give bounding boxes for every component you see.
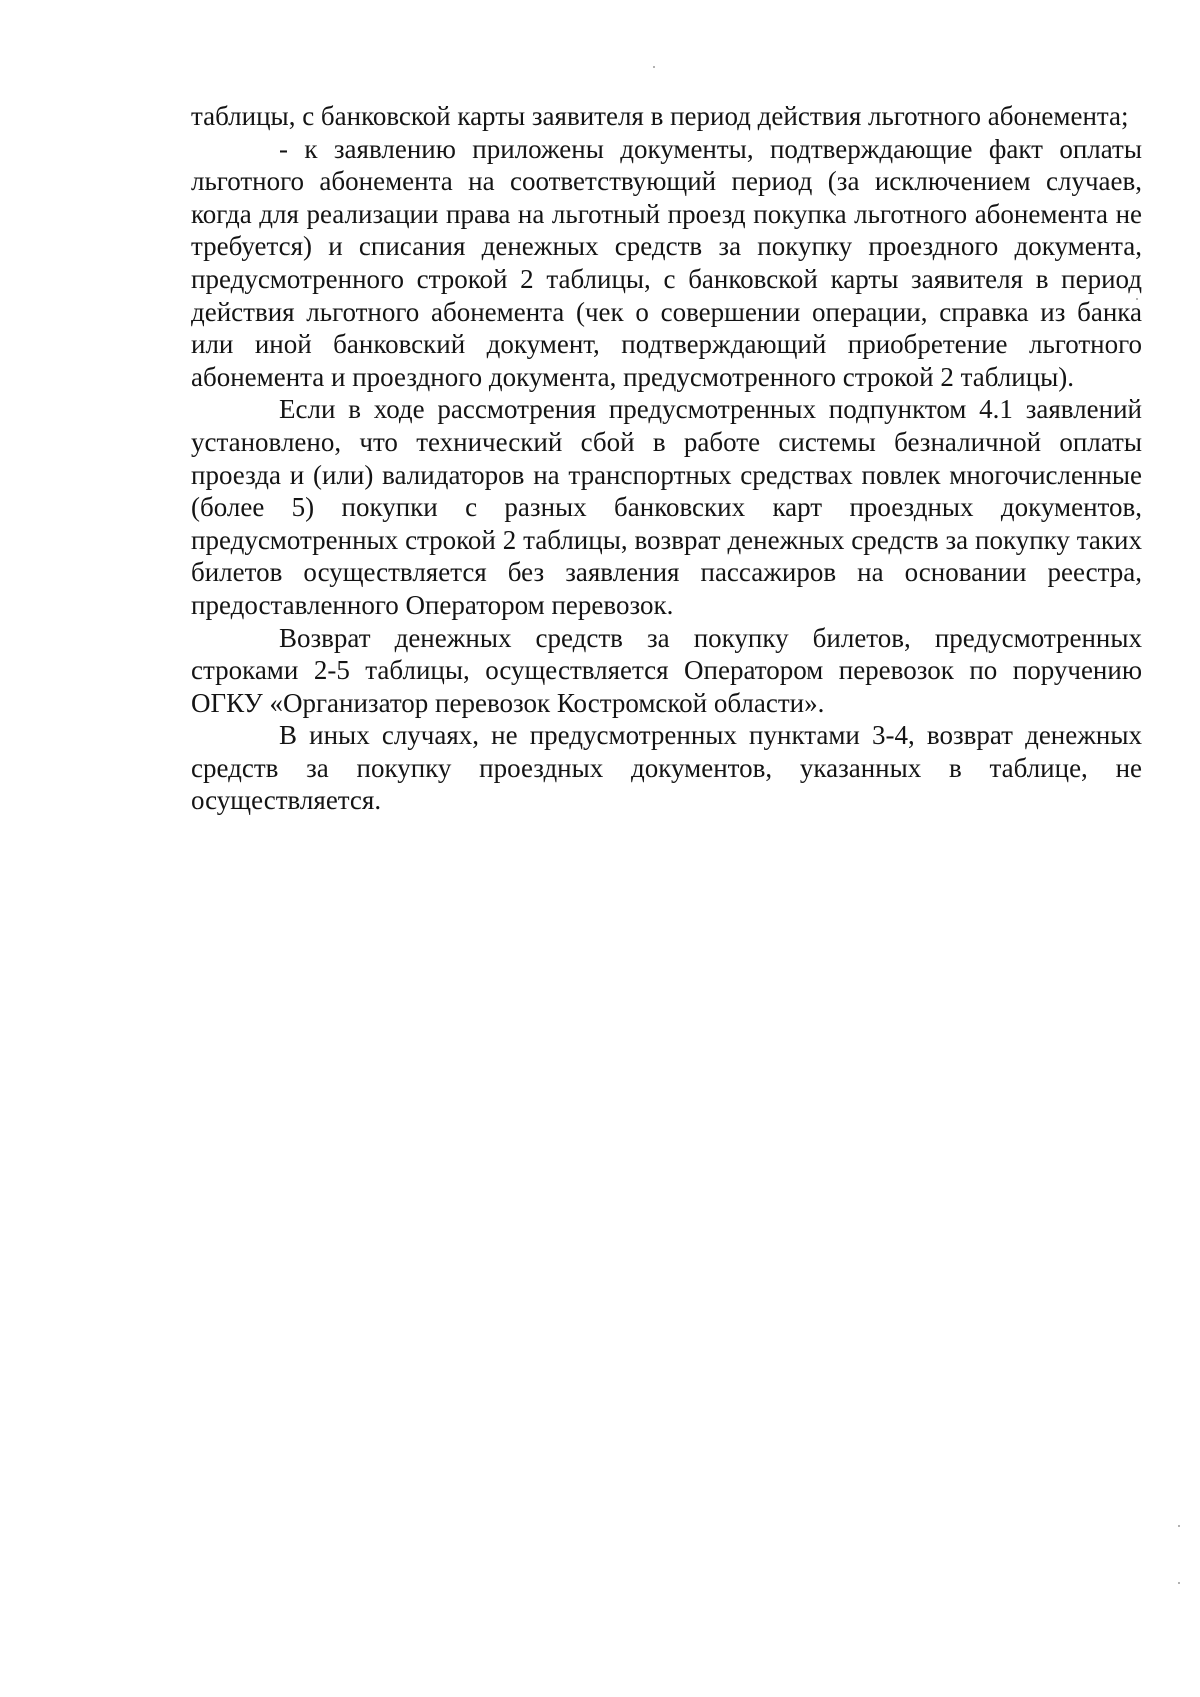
paragraph-refund-operator: Возврат денежных средств за покупку билетов, предусмотренных строками 2-5 таблицы, осуществляется Оператором перевозок по поручению ОГКУ «Организатор перевозок Костромской области». <box>191 622 1142 718</box>
paragraph-other-cases: В иных случаях, не предусмотренных пунктами 3-4, возврат денежных средств за покупку проездных документов, указанных в таблице, не осуществляется. <box>191 720 1142 816</box>
scan-speck <box>1178 1525 1180 1527</box>
scan-speck <box>653 66 655 68</box>
paragraph-documents-attached: - к заявлению приложены документы, подтверждающие факт оплаты льготного абонемента на соответствующий период (за исключением случаев, когда для реализации права на льготный проезд покупка льготного абонемента не требуется) и списания денежных средств за покупку проездного документа, предусмотренного строкой 2 таблицы, с банковской карты заявителя в период действия льготного абонемента (чек о совершении операции, справка из банка или иной банковский документ, подтверждающий приобретение льготного абонемента и проездного документа, предусмотренного строкой 2 таблицы). <box>191 133 1142 392</box>
paragraph-continuation: таблицы, с банковской карты заявителя в период действия льготного абонемента; <box>191 101 1129 131</box>
scan-speck <box>1178 1582 1180 1584</box>
document-body <box>191 100 1142 817</box>
paragraph-technical-failure: Если в ходе рассмотрения предусмотренных подпунктом 4.1 заявлений установлено, что технический сбой в работе системы безналичной оплаты проезда и (или) валидаторов на транспортных средствах повлек многочисленные (более 5) покупки с разных банковских карт проездных документов, предусмотренных строкой 2 таблицы, возврат денежных средств за покупку таких билетов осуществляется без заявления пассажиров на основании реестра, предоставленного Оператором перевозок. <box>191 394 1142 620</box>
